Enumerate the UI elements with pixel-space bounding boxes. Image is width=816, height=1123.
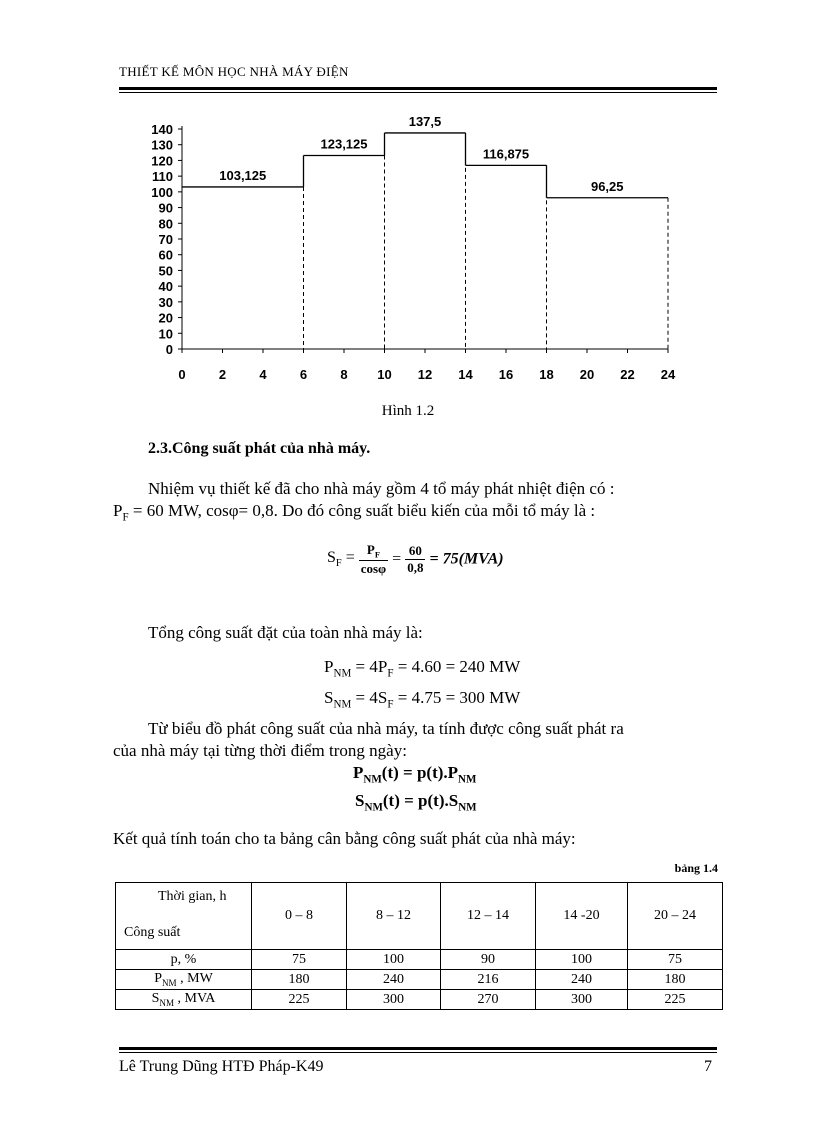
power-step-chart [119, 106, 699, 396]
column-header: 14 -20 [536, 883, 628, 950]
paragraph-3-line-2: của nhà máy tại từng thời điểm trong ngày: [113, 741, 407, 760]
table-row [116, 950, 723, 970]
paragraph-2: Tổng công suất đặt của toàn nhà máy là: [148, 623, 423, 642]
section-title: 2.3.Công suất phát của nhà máy. [148, 440, 371, 457]
formula-s-nm-t: $S_{NM}(t) = p(t).S_{NM}$ [355, 791, 477, 814]
y-tick-label: 100 [151, 184, 173, 200]
table-cell: 75 [252, 950, 347, 970]
y-tick-label: 20 [158, 310, 173, 326]
table-cell: 180 [628, 970, 723, 990]
segment-value-label: 123,125 [320, 136, 368, 152]
fraction-60-over-0.8: $\frac{60}{0,8}$ [407, 542, 424, 575]
header-rule-thick [119, 87, 717, 90]
table-row [116, 970, 723, 990]
table-cell: 270 [441, 990, 536, 1010]
x-tick-label: 22 [620, 367, 635, 382]
footer-rule-thick [119, 1047, 717, 1050]
table-cell: 240 [536, 970, 628, 990]
x-tick-label: 6 [299, 367, 308, 382]
y-tick-label: 120 [151, 153, 173, 169]
paragraph-4: Kết quả tính toán cho ta bảng cân bằng công suất phát của nhà máy: [113, 829, 576, 848]
table-cell: 100 [536, 950, 628, 970]
fraction-pf-cosphi: $\frac{P_F}{\cos\varphi}$ [360, 542, 387, 576]
formula-s-nm: $S_{NM} = 4S_F = 4.75 = 300$ MW [324, 688, 521, 711]
table-cell: 180 [252, 970, 347, 990]
table-header-row [116, 883, 723, 950]
segment-value-label: 116,875 [482, 146, 530, 162]
page-number: 7 [704, 1058, 712, 1075]
table-title: bảng 1.4 [674, 861, 718, 875]
y-tick-label: 30 [158, 294, 173, 310]
table-cell: 225 [252, 990, 347, 1010]
table-cell: 225 [628, 990, 723, 1010]
table-cell: 100 [347, 950, 441, 970]
row-label: $S_{NM}$ , MVA [116, 990, 252, 1010]
figure-caption: Hình 1.2 [381, 403, 435, 419]
x-tick-label: 8 [340, 367, 348, 382]
formula-p-nm-t: $P_{NM}(t) = p(t).P_{NM}$ [353, 763, 477, 786]
header-time-label: Thời gian, h [158, 889, 227, 904]
footer-author: Lê Trung Dũng HTĐ Pháp-K49 [119, 1058, 324, 1075]
x-tick-label: 20 [579, 367, 595, 382]
y-tick-label: 10 [158, 326, 173, 342]
table-cell: 300 [347, 990, 441, 1010]
header-rule-thin [119, 92, 717, 93]
footer-rule-thin [119, 1052, 717, 1053]
table-cell: 90 [441, 950, 536, 970]
row-label: p, % [116, 950, 252, 970]
x-tick-label: 4 [259, 367, 267, 382]
y-tick-label: 60 [158, 247, 173, 263]
header-corner-cell [116, 883, 252, 950]
x-tick-label: 18 [539, 367, 554, 382]
paragraph-1-line-1: Nhiệm vụ thiết kế đã cho nhà máy gồm 4 tổ máy phát nhiệt điện có : [148, 479, 615, 498]
x-tick-label: 10 [377, 367, 392, 382]
paragraph-3-line-1: Từ biểu đồ phát công suất của nhà máy, ta tính được công suất phát ra [148, 719, 624, 738]
x-tick-label: 0 [178, 367, 186, 382]
column-header: 20 – 24 [628, 883, 723, 950]
column-header: 0 – 8 [252, 883, 347, 950]
segment-value-label: 137,5 [408, 113, 442, 129]
row-label: $P_{NM}$ , MW [116, 970, 252, 990]
x-tick-label: 14 [458, 367, 473, 382]
y-tick-label: 140 [151, 122, 173, 137]
table-cell: 300 [536, 990, 628, 1010]
header-title: THIẾT KẾ MÔN HỌC NHÀ MÁY ĐIỆN [119, 64, 349, 79]
y-tick-label: 90 [158, 200, 173, 216]
table-cell: 240 [347, 970, 441, 990]
y-tick-label: 70 [158, 232, 173, 247]
segment-value-label: 103,125 [219, 167, 267, 183]
formula-apparent-power: $S_F$ = $\frac{P_F}{\cos\varphi}$ = $\frac{60}{0,8}$ = 75(MVA) [327, 542, 504, 576]
y-tick-label: 80 [158, 216, 173, 232]
y-tick-label: 110 [152, 169, 173, 185]
y-tick-label: 40 [158, 279, 173, 295]
x-tick-label: 12 [417, 367, 433, 382]
table-row [116, 990, 723, 1010]
x-tick-label: 2 [218, 367, 227, 382]
y-tick-label: 130 [151, 137, 173, 153]
column-header: 8 – 12 [347, 883, 441, 950]
y-tick-label: 0 [165, 342, 173, 357]
segment-value-label: 96,25 [590, 178, 624, 194]
x-tick-label: 16 [498, 367, 514, 382]
table-cell: 216 [441, 970, 536, 990]
table-cell: 75 [628, 950, 723, 970]
x-tick-label: 24 [660, 367, 676, 382]
paragraph-1-line-2: $P_F = 60$ MW, cosφ= 0,8. Do đó công suất biểu kiến của mỗi tổ máy là : [113, 501, 596, 524]
formula-p-nm: $P_{NM} = 4P_F = 4.60 = 240$ MW [324, 657, 521, 680]
header-power-label: Công suất [124, 925, 181, 940]
y-tick-label: 50 [158, 263, 173, 279]
power-balance-table [115, 882, 723, 1010]
column-header: 12 – 14 [441, 883, 536, 950]
